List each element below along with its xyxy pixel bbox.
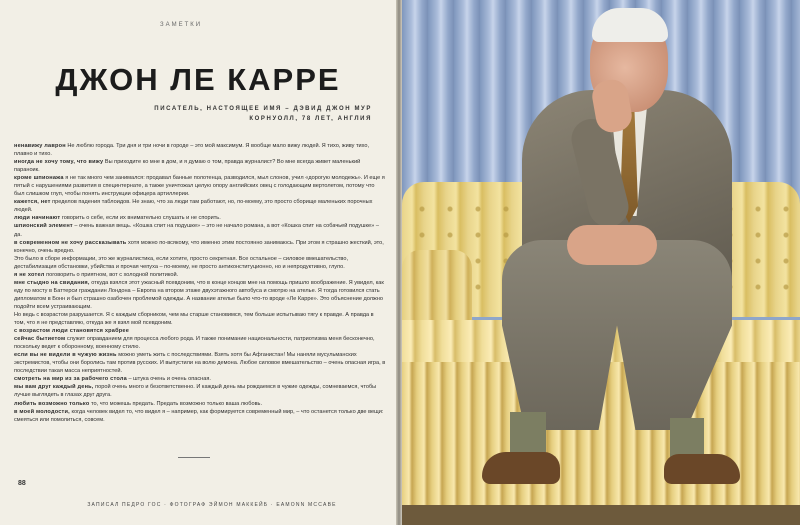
paragraph-text: порой очень много и безответственно. И каждый день мы рождаемся в чужие одежды, сомневаемся, чтобы лучше выглядеть в глазах друг друга. [14, 384, 377, 399]
lead-in: смотреть на мир из за рабочего стола [14, 376, 127, 383]
page-title: ДЖОН ЛЕ КАРРЕ [55, 62, 341, 97]
lead-in: шпионский элемент [14, 223, 73, 230]
man-hair [592, 8, 668, 42]
lead-in: сейчас бытиетом [14, 336, 66, 343]
paragraph-text: – очень важная вещь. «Кошка спит на подушке» – это не начало романа, а вот «Кошка спит на собачьей подушке» – да. [14, 223, 379, 238]
paragraph [14, 375, 386, 383]
paragraph-text: я не так много чем занимался: продавал банные полотенца, разводился, мыл слонов, учил «дорогую молодежь». И еще я пятый с нарушениями развития в специнтернате, а также уничтожал целую опору английских овец с голодающим вертолетом, потому что был слишком глуп, чтобы понять инструкции офицера артиллерии. [14, 175, 385, 198]
text-page [0, 0, 398, 525]
paragraph-text: говорить о себе, если их внимательно слушать и не спорить. [61, 215, 221, 222]
paragraph-text: Вы приходите ко мне в дом, и я думаю о том, правда журналист? Во мне всегда живет маленький параноик. [14, 159, 361, 174]
left-shoe [482, 452, 560, 484]
paragraph [14, 400, 386, 408]
right-sock [670, 418, 704, 458]
portrait-photo [402, 0, 800, 525]
floor [402, 505, 800, 525]
paragraph [14, 222, 386, 238]
paragraph [14, 327, 386, 335]
paragraph-text: можно уметь жить с последствиями. Взять хотя бы Афганистан! Мы наняли мусульманских экстремистов, чтобы они боролись там против русских. И выпустили на волю демона. Любое силовое вмешательство – очень опасная игра, в последствии такая масса неприятностей. [14, 352, 386, 375]
subtitle-line-1: ПИСАТЕЛЬ, НАСТОЯЩЕЕ ИМЯ – ДЭВИД ДЖОН МУР [154, 106, 372, 112]
lead-in: в современном не хочу рассказывать [14, 239, 127, 246]
page-number: 88 [18, 480, 26, 487]
photo-credit: ЗАПИСАЛ ПЕДРО ГОС · ФОТОГРАФ ЭЙМОН МАККЕЙБ · EAMONN MCCABE [87, 502, 337, 508]
paragraph [14, 174, 386, 198]
lead-in: мы вам друг каждый день, [14, 384, 94, 391]
paragraph-text: то, что можешь предать. Предать возможно только ваша любовь. [91, 400, 263, 407]
paragraph [14, 383, 386, 399]
lead-in: если вы не видели в чужую жизнь [14, 352, 117, 359]
paragraph-text: Не люблю города. Три дня и три ночи в городе – это мой максимум. Я вообще мало вижу людей. Я тихо, живу тихо, плавно и тихо. [14, 143, 370, 158]
paragraph-text: откуда взялся этот ужасный псевдоним, что в конце концов мне на помощь пришло воображение. Я увидел, как еду по мосту в Баттерси гражданин Лондона – Европа на втором этаже двухэтажного автобуса и смотрю на ателье. Я тогда готовился стать дипломатом в Бонн и был страшно озабочен проблемой одежды. А название ателье было что-то вроде «Ле Карре». Это объяснение должно подойти всем устраивающим. [14, 279, 384, 310]
lead-in: с возрастом люди становятся храбрее [14, 328, 130, 335]
paragraph-text: хотя можно по-всякому, что именно этим постоянно занимаюсь. При этом я страшно жесткий, это, конечно, очень вредно. [14, 239, 384, 254]
lead-in: мне стыдно на свидания, [14, 279, 90, 286]
paragraph [14, 279, 386, 311]
paragraph-text: Но ведь с возрастом разрушается. Я с каждым сборником, чем мы старше становимся, тем больше испытываю тягу к правде. А правда в том, что я не представляю, откуда же я взял мой псевдоним. [14, 311, 374, 327]
clasped-hands [567, 225, 657, 265]
paragraph-text: пределов падения таблоидов. Не знаю, что за люди там работают, но, по-моему, это просто сборище маленьких порочных людей. [14, 199, 373, 214]
lead-in: кроме шпионажа [14, 175, 64, 182]
paragraph [14, 214, 386, 222]
subtitle-line-2: КОРНУОЛЛ, 78 ЛЕТ, АНГЛИЯ [249, 116, 372, 122]
lead-in: любить возможно только [14, 400, 90, 407]
paragraph [14, 255, 386, 271]
paragraph [14, 158, 386, 174]
lead-in: ненавижу лаврон [14, 143, 66, 149]
lead-in: я не хотел [14, 271, 45, 278]
paragraph-text: Это было в сборе информации, это же журналистика, если хотите, просто секретная. Все остальное – силовое вмешательство, дестабилизация обстановки, убийства и прочая чепуха – по-моему, не просто антиконституционно, но и непродуктивно, глупо. [14, 255, 349, 270]
paragraph-text: когда человек видел то, что видел я – например, как формируется современный мир, – что останется только две вещи: смеяться или помолиться, совсем. [14, 408, 384, 423]
paragraph-text: служит оправданием для процесса любого рода. И также понимание национальности, патриотизма меня бесконечно, поскольку ведет к оборонному, военному стилю. [14, 336, 375, 351]
lead-in: иногда не хочу тому, что вижу [14, 159, 104, 166]
lead-in: в моей молодости, [14, 408, 70, 415]
paragraph [14, 335, 386, 351]
paragraph [14, 271, 386, 279]
lead-in: кажется, нет [14, 199, 51, 206]
paragraph [14, 198, 386, 214]
left-sock [510, 412, 546, 457]
section-kicker: ЗАМЕТКИ [160, 22, 203, 28]
paragraph [14, 351, 386, 375]
paragraph-text: поговорить о приятном, вот с холодной политикой. [46, 271, 179, 278]
paragraph [14, 142, 386, 158]
paragraph [14, 408, 386, 424]
paragraph [14, 311, 386, 327]
lead-in: люди начинают [14, 215, 61, 222]
closing-rule [178, 457, 210, 458]
page-subtitle [60, 104, 372, 124]
right-shoe [664, 454, 740, 484]
paragraph-text: – штука очень и очень опасная. [128, 376, 211, 383]
interview-body [14, 142, 386, 424]
paragraph [14, 239, 386, 255]
